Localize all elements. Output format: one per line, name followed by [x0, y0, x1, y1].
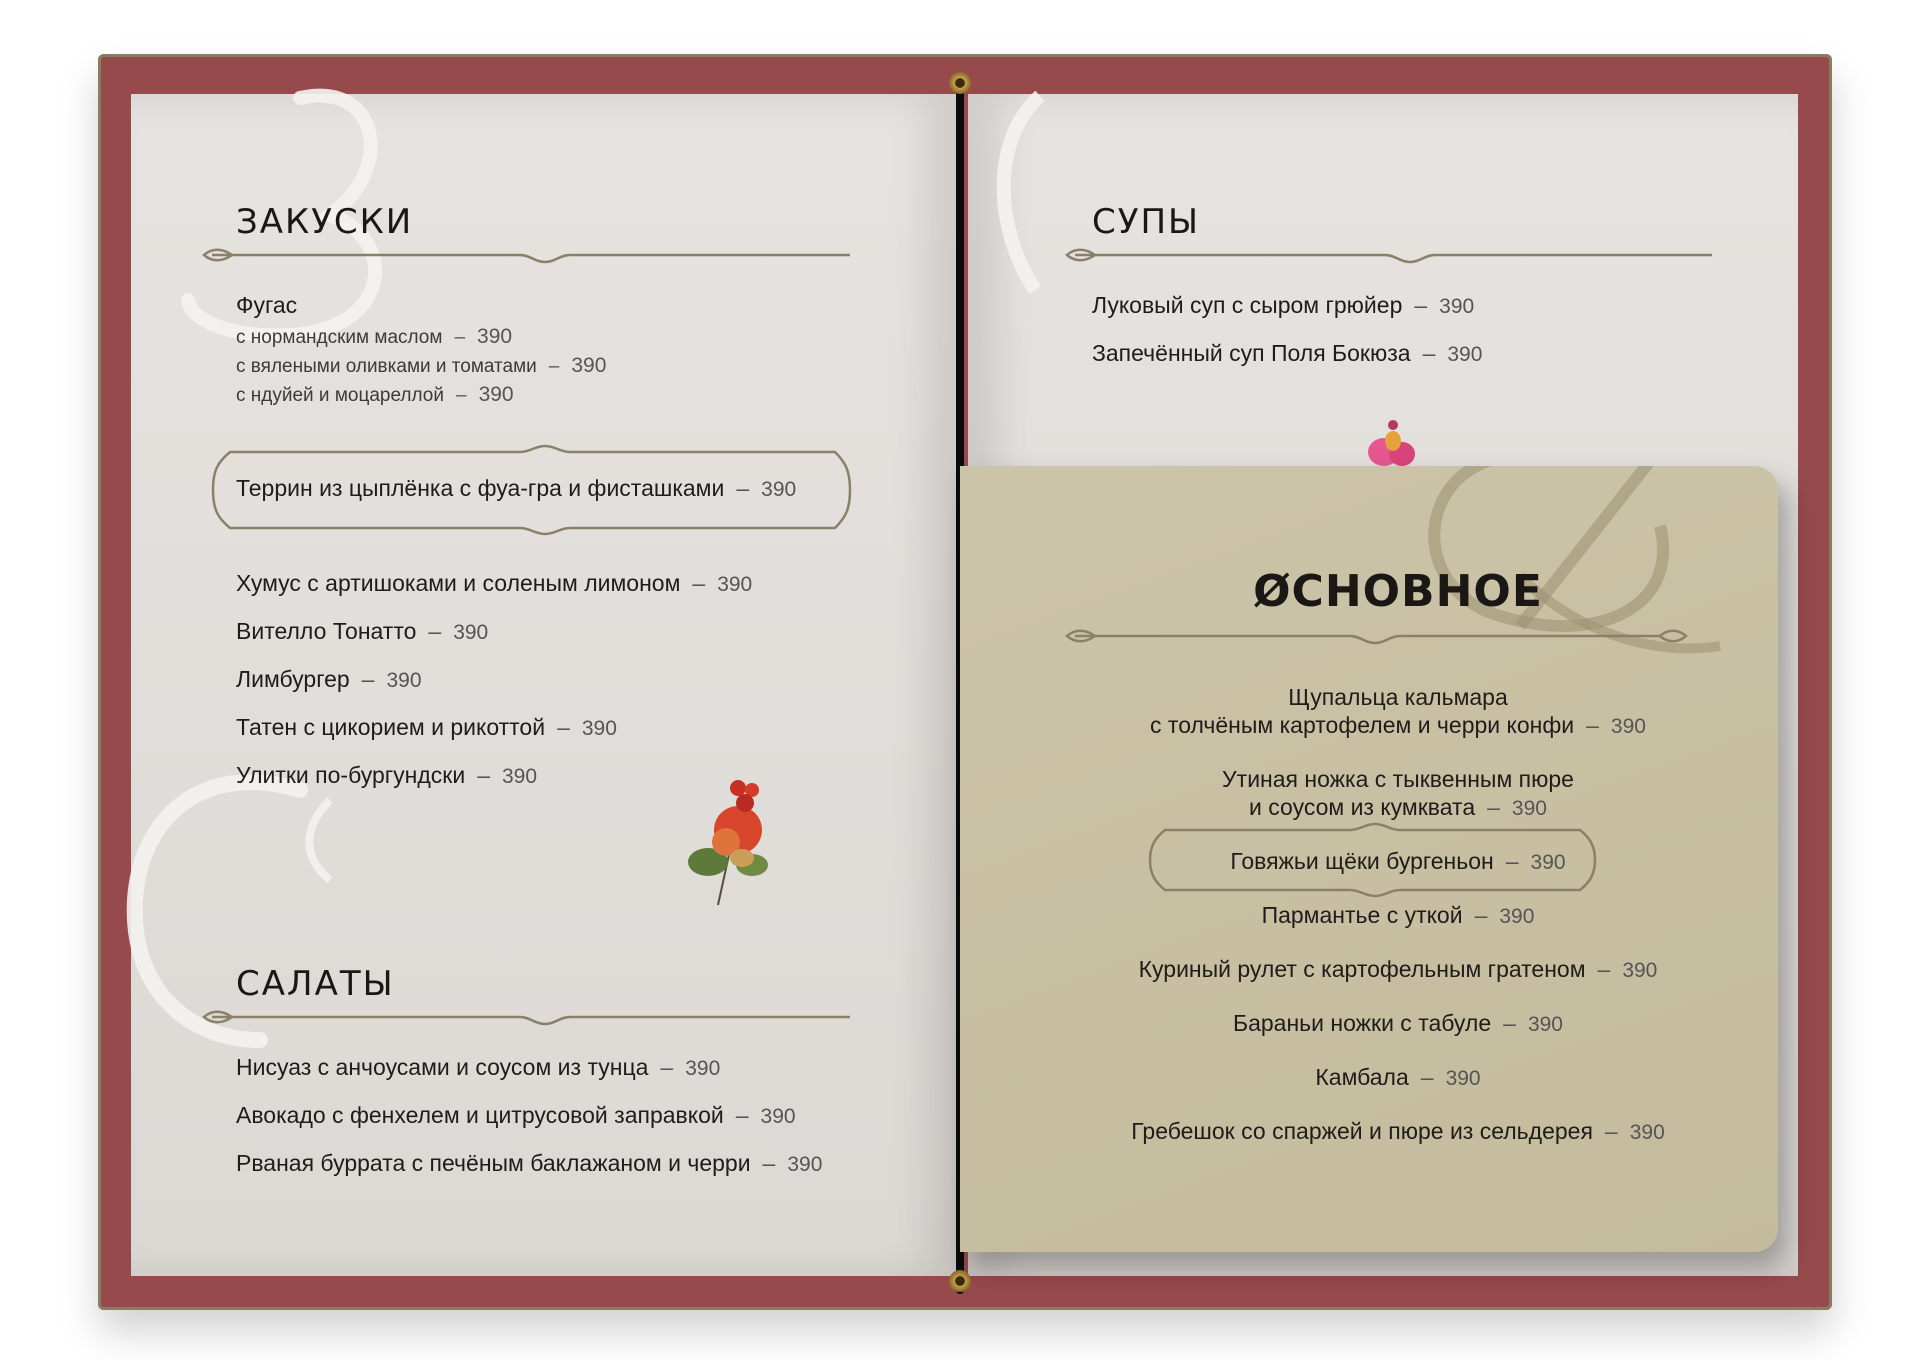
menu-item: Нисуаз с анчоусами и соусом из тунца – 390 [236, 1054, 721, 1080]
menu-item-line1: Утиная ножка с тыквенным пюре [1222, 766, 1574, 792]
menu-item: Камбала – 390 [1315, 1064, 1481, 1090]
menu-item: Хумус с артишоками и соленым лимоном – 390 [236, 570, 753, 596]
menu-item: Пармантье с уткой – 390 [1261, 902, 1535, 928]
menu-item: с толчёным картофелем и черри конфи – 390 [1150, 712, 1646, 738]
menu-item: Луковый суп с сыром грюйер – 390 [1092, 292, 1475, 318]
top-grommet-icon [949, 72, 971, 94]
menu-item: Рваная буррата с печёным баклажаном и черри – 390 [236, 1150, 823, 1176]
menu-item: Бараньи ножки с табуле – 390 [1233, 1010, 1563, 1036]
menu-item: Куриный рулет с картофельным гратеном – 390 [1138, 956, 1658, 982]
section-title-salaty: САЛАТЫ [236, 964, 395, 1004]
featured-item-beef-cheeks: Говяжьи щёки бургеньон – 390 [1230, 848, 1566, 874]
menu-item-line1: Щупальца кальмара [1288, 684, 1508, 710]
featured-item-terrine: Террин из цыплёнка с фуа-гра и фисташками – 390 [236, 475, 797, 501]
fugas-variant: с нормандским маслом – 390 [236, 325, 513, 348]
fugas-variant: с вялеными оливками и томатами – 390 [236, 354, 607, 377]
menu-item: и соусом из кумквата – 390 [1249, 794, 1547, 820]
fugas-title: Фугас [236, 292, 298, 318]
section-title-zakuski: ЗАКУСКИ [236, 202, 414, 242]
menu-item: Вителло Тонатто – 390 [236, 618, 489, 644]
section-title-osnovnoe: ØСНОВНОЕ [1253, 566, 1543, 617]
menu-item: Татен с цикорием и рикоттой – 390 [236, 714, 617, 740]
fugas-variant: с ндуйей и моцареллой – 390 [236, 383, 514, 406]
menu-item: Авокадо с фенхелем и цитрусовой заправкой – 390 [236, 1102, 796, 1128]
menu-item: Гребешок со спаржей и пюре из сельдерея – 390 [1131, 1118, 1665, 1144]
menu-item: Улитки по-бургундски – 390 [236, 762, 538, 788]
section-title-supy: СУПЫ [1092, 202, 1201, 242]
ornament-divider-icon [1067, 631, 1686, 643]
menu-item: Запечённый суп Поля Бокюза – 390 [1092, 340, 1483, 366]
menu-item: Лимбургер – 390 [236, 666, 422, 692]
bottom-grommet-icon [949, 1270, 971, 1292]
